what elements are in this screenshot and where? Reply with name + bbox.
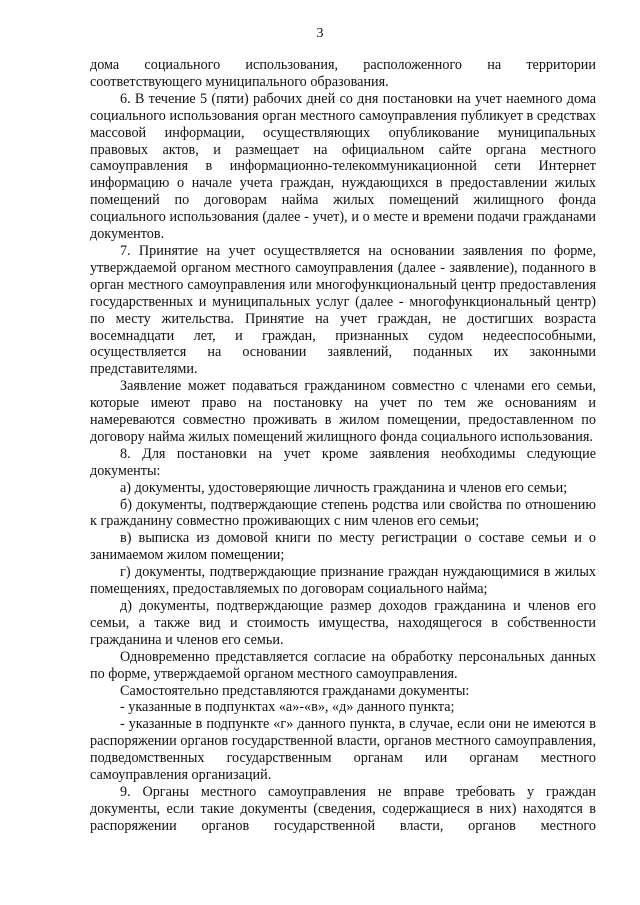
list-item-a: а) документы, удостоверяющие личность гражданина и членов его семьи;: [120, 479, 568, 496]
list-item-b: б) документы, подтверждающие степень родства или свойства по отношению к гражданину совместно проживающих с ним членов его семьи;: [90, 496, 596, 530]
paragraph-consent: Одновременно представляется согласие на обработку персональных данных по форме, утверждаемой органом местного самоуправления.: [90, 648, 596, 682]
document-body: [90, 57, 596, 835]
paragraph-item-7: 7. Принятие на учет осуществляется на основании заявления по форме, утверждаемой органом местного самоуправления (далее - заявление), поданного в орган местного самоуправления или многофункциональный центр предоставления государственных и муниципальных услуг (далее - многофункциональный центр) по месту жительства. Принятие на учет граждан, не достигших возраста восемнадцати лет, и граждан, признанных судом недееспособными, осуществляется на основании заявлений, поданных их законными представителями.: [90, 242, 596, 378]
paragraph-1: дома социального использования, расположенного на территории соответствующего муниципального образования.: [90, 57, 596, 90]
paragraph-item-8: 8. Для постановки на учет кроме заявления необходимы следующие документы:: [90, 445, 596, 479]
dash-item-2: - указанные в подпункте «г» данного пункта, в случае, если они не имеются в распоряжении органов государственной власти, органов местного самоуправления, подведомственных государственным органам или органам местного самоуправления организаций.: [90, 716, 596, 784]
dash-item-1: - указанные в подпунктах «а»-«в», «д» данного пункта;: [120, 699, 455, 716]
list-item-v: в) выписка из домовой книги по месту регистрации о составе семьи и о занимаемом жилом помещении;: [90, 530, 596, 564]
paragraph-self-submitted: Самостоятельно представляются гражданами документы:: [120, 682, 470, 699]
list-item-d: д) документы, подтверждающие размер доходов гражданина и членов его семьи, а также вид и стоимость имущества, находящегося в собственности гражданина и членов его семьи.: [90, 598, 596, 648]
paragraph-item-9: 9. Органы местного самоуправления не вправе требовать у граждан документы, если такие документы (сведения, содержащиеся в них) находятся в распоряжении органов государственной власти, органов местного: [90, 783, 596, 834]
page-number: 3: [316, 26, 324, 41]
paragraph-application-joint: Заявление может подаваться гражданином совместно с членами его семьи, которые имеют право на постановку на учет по тем же основаниям и намереваются совместно проживать в жилом помещении, предоставленном по договору найма жилых помещений жилищного фонда социального использования.: [90, 378, 596, 445]
paragraph-item-6: 6. В течение 5 (пяти) рабочих дней со дня постановки на учет наемного дома социального использования орган местного самоуправления публикует в средствах массовой информации, осуществляющих опубликование муниципальных правовых актов, и размещает на официальном сайте органа местного самоуправления в информационно-телекоммуникационной сети Интернет информацию о начале учета граждан, нуждающихся в предоставлении жилых помещений по договорам найма жилых помещений жилищного фонда социального использования (далее - учет), и о месте и времени подачи гражданами документов.: [90, 90, 596, 243]
list-item-g: г) документы, подтверждающие признание граждан нуждающимися в жилых помещениях, предоставляемых по договорам социального найма;: [90, 564, 596, 598]
